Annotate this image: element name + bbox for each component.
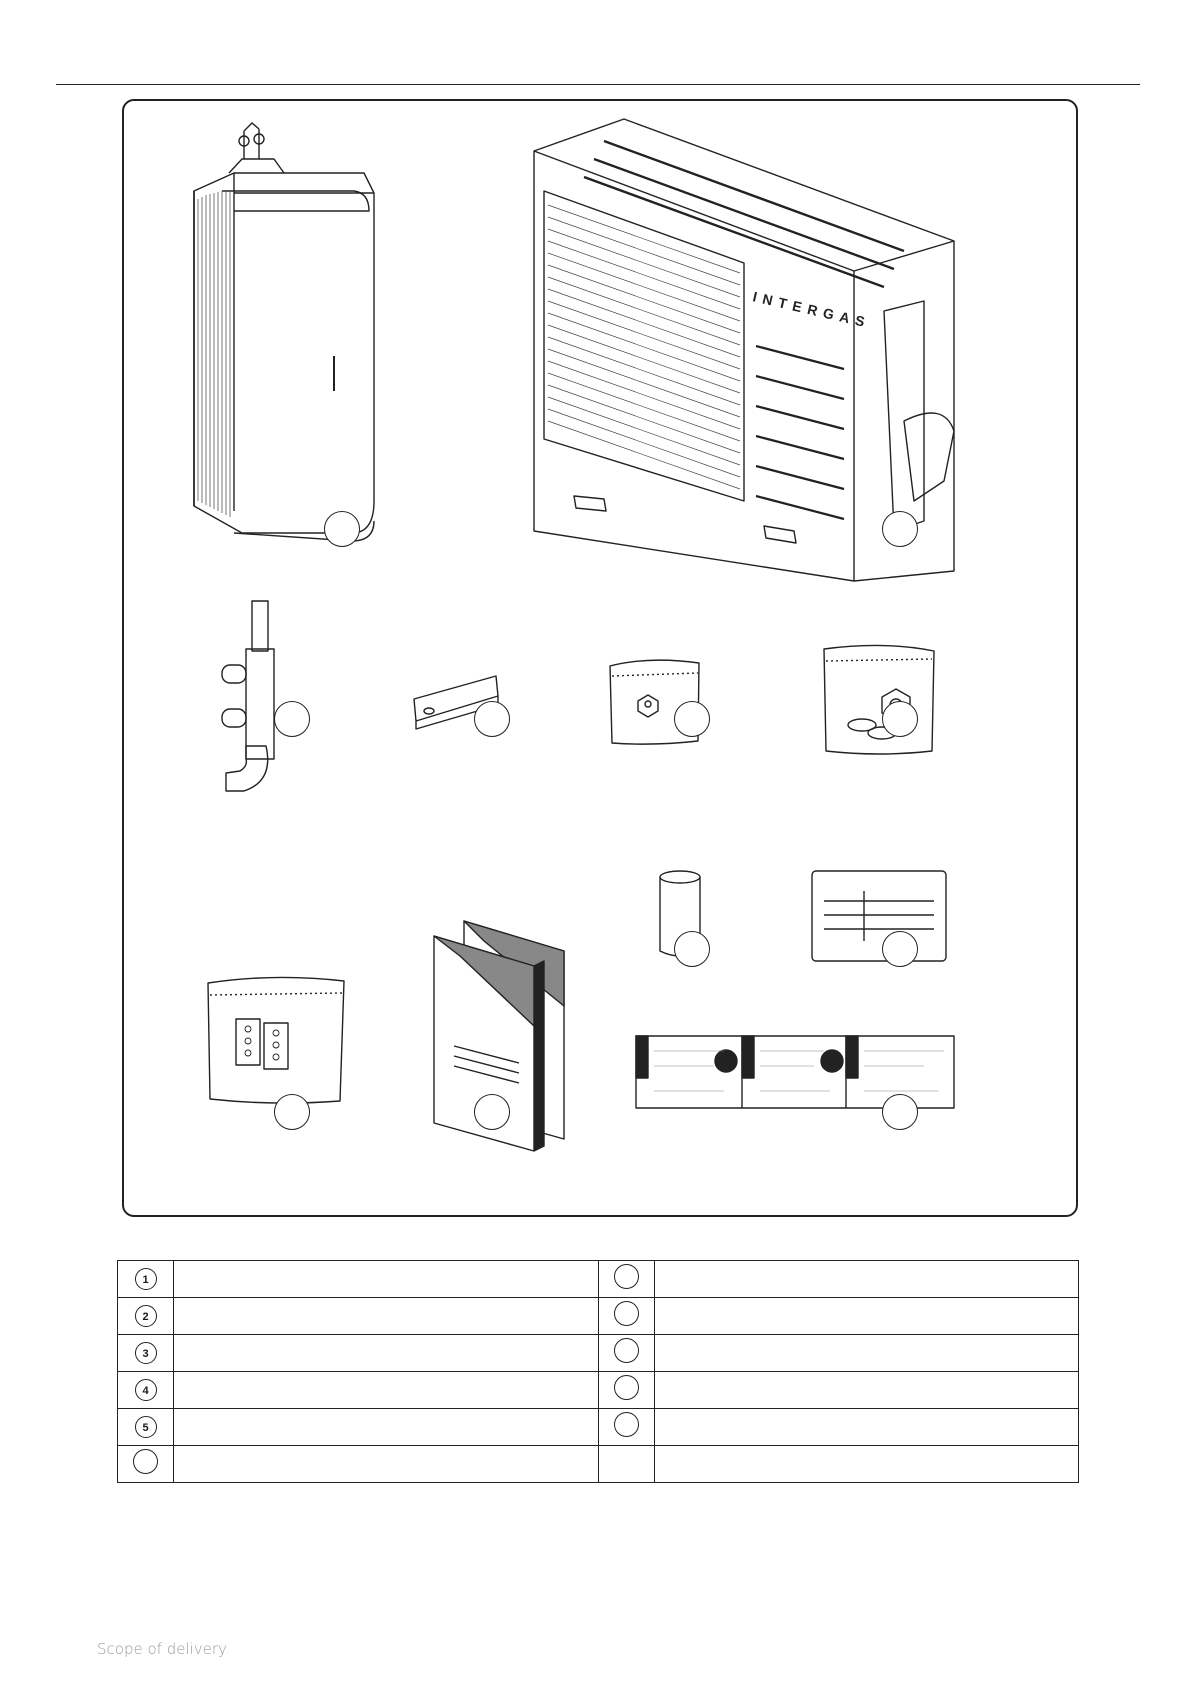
table-row [118, 1335, 1079, 1372]
legend-description-cell [174, 1409, 599, 1446]
legend-description-cell [654, 1446, 1079, 1483]
legend-number-cell [598, 1335, 654, 1372]
callout-type-label [882, 931, 918, 967]
item-number-badge: 5 [135, 1416, 157, 1438]
legend-description-cell [174, 1446, 599, 1483]
item-number-badge [614, 1375, 639, 1400]
legend-number-cell [118, 1335, 174, 1372]
item-number-badge [614, 1264, 639, 1289]
table-row [118, 1261, 1079, 1298]
footer-section-title: Scope of delivery [97, 1640, 227, 1658]
callout-terminal-blocks-bag [274, 1094, 310, 1130]
table-row [118, 1446, 1079, 1483]
item-number-badge: 1 [135, 1268, 157, 1290]
legend-number-cell [118, 1446, 174, 1483]
figure-drawing [124, 101, 1080, 1219]
callout-warranty-cards [882, 1094, 918, 1130]
intergas-logo: INTERGAS [751, 288, 873, 331]
table-row [118, 1372, 1079, 1409]
parts-legend-table [117, 1260, 1079, 1483]
legend-description-cell [654, 1261, 1079, 1298]
legend-number-cell [118, 1372, 174, 1409]
table-row [118, 1298, 1079, 1335]
legend-description-cell [174, 1261, 599, 1298]
terminal-blocks-bag-drawing [208, 977, 344, 1103]
legend-description-cell [654, 1372, 1079, 1409]
legend-description-cell [174, 1372, 599, 1409]
legend-number-cell [598, 1372, 654, 1409]
legend-number-cell [118, 1298, 174, 1335]
type-label-drawing [812, 871, 946, 961]
item-number-badge: 3 [135, 1342, 157, 1364]
legend-number-cell [598, 1409, 654, 1446]
legend-number-cell [118, 1409, 174, 1446]
item-number-badge [614, 1412, 639, 1437]
legend-number-cell [118, 1261, 174, 1298]
nuts-and-caps-bag-drawing [824, 645, 934, 754]
indoor-unit-drawing [194, 123, 374, 541]
callout-manuals [474, 1094, 510, 1130]
legend-description-cell [654, 1298, 1079, 1335]
legend-description-cell [174, 1335, 599, 1372]
legend-description-cell [654, 1409, 1079, 1446]
top-rule [56, 84, 1140, 85]
item-number-badge [133, 1449, 158, 1474]
table-row [118, 1409, 1079, 1446]
legend-number-cell [598, 1446, 654, 1483]
legend-number-cell [598, 1261, 654, 1298]
pipe-manifold-drawing [222, 601, 274, 791]
item-number-badge [614, 1301, 639, 1326]
legend-description-cell [654, 1335, 1079, 1372]
callout-insulation-sleeve [674, 931, 710, 967]
item-number-badge: 4 [135, 1379, 157, 1401]
legend-number-cell [598, 1298, 654, 1335]
callout-nuts-and-caps-bag [882, 701, 918, 737]
callout-pipe-manifold [274, 701, 310, 737]
outdoor-unit-drawing [534, 119, 954, 581]
callout-outdoor-unit [882, 511, 918, 547]
callout-single-nut-bag [674, 701, 710, 737]
item-number-badge: 2 [135, 1305, 157, 1327]
callout-indoor-unit [324, 511, 360, 547]
legend-description-cell [174, 1298, 599, 1335]
callout-mounting-bracket [474, 701, 510, 737]
scope-of-delivery-figure [122, 99, 1078, 1217]
item-number-badge [614, 1338, 639, 1363]
